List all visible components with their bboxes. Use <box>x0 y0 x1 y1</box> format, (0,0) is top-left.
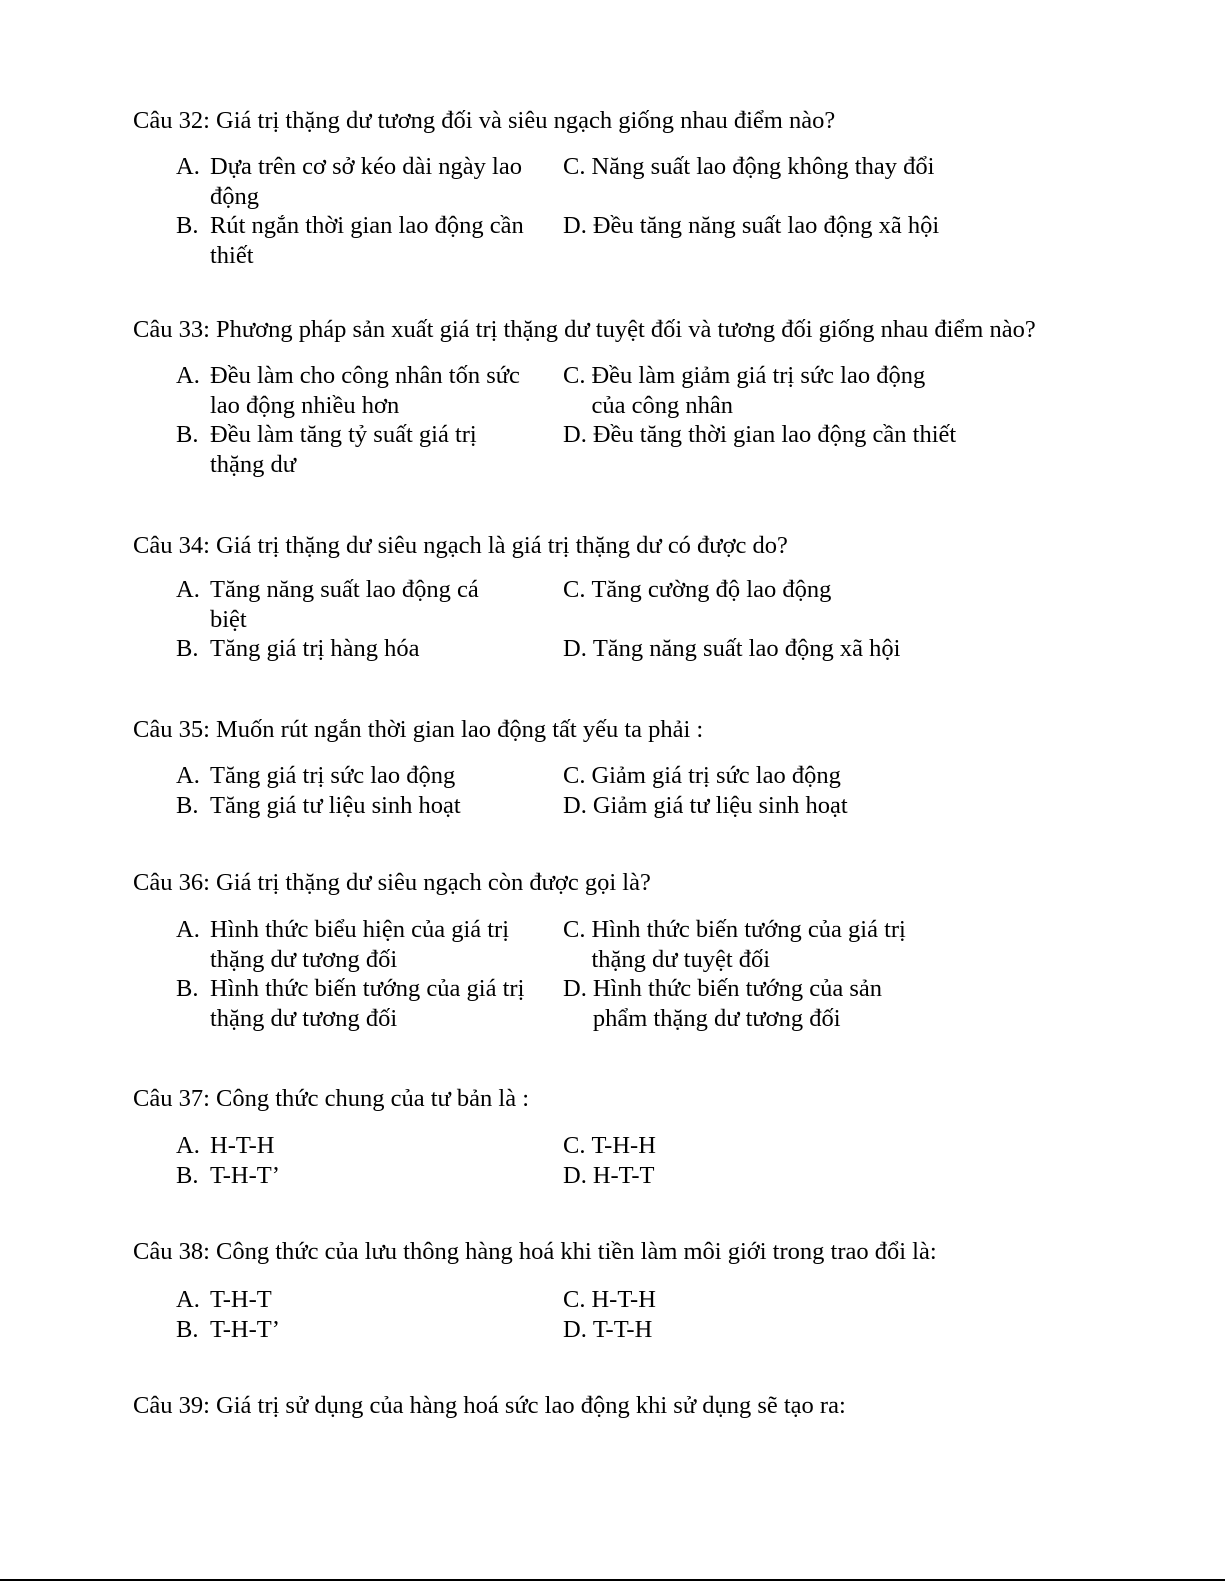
option-row <box>176 974 976 1033</box>
option-text: Tăng giá trị sức lao động <box>210 762 456 789</box>
question-33 <box>133 315 1133 479</box>
option-a <box>176 1285 563 1315</box>
option-text: Đều tăng năng suất lao động xã hội <box>592 212 940 239</box>
option-a <box>176 761 563 791</box>
question-text: Câu 32: Giá trị thặng dư tương đối và siêu ngạch giống nhau điểm nào? <box>133 107 836 134</box>
question-text: Câu 38: Công thức của lưu thông hàng hoá khi tiền làm môi giới trong trao đổi là: <box>133 1238 937 1265</box>
option-letter: C. <box>563 1286 586 1313</box>
option-text: Hình thức biểu hiện của giá trị thặng dư tương đối <box>210 916 510 973</box>
option-letter: B. <box>176 791 199 819</box>
option-text: Giảm giá trị sức lao động <box>591 762 841 789</box>
option-text: T-H-T’ <box>210 1315 280 1343</box>
answer-options <box>176 915 976 1033</box>
option-c <box>563 1285 963 1315</box>
question-34 <box>133 531 1133 664</box>
option-text: H-T-H <box>210 1132 275 1159</box>
question-38 <box>133 1237 1133 1344</box>
question-text: Câu 39: Giá trị sử dụng của hàng hoá sức lao động khi sử dụng sẽ tạo ra: <box>133 1392 846 1419</box>
option-c <box>563 361 963 420</box>
option-row <box>176 211 976 270</box>
option-d <box>563 791 963 821</box>
option-row <box>176 915 976 974</box>
option-row <box>176 1285 976 1315</box>
question-32 <box>133 106 1133 270</box>
option-text: H-T-H <box>591 1286 656 1313</box>
option-letter: C. <box>563 916 586 943</box>
option-row <box>176 791 976 821</box>
option-letter: A. <box>176 762 200 789</box>
option-text: Rút ngắn thời gian lao động cần thiết <box>210 212 524 269</box>
option-text: Đều tăng thời gian lao động cần thiết <box>592 421 957 448</box>
option-text: T-H-T <box>210 1286 272 1313</box>
option-c <box>563 1131 963 1161</box>
option-b <box>176 791 563 821</box>
option-text: T-H-H <box>591 1132 656 1159</box>
option-text: Tăng giá trị hàng hóa <box>210 635 420 662</box>
option-b <box>176 420 563 479</box>
option-letter: B. <box>176 421 199 448</box>
option-b <box>176 974 563 1033</box>
question-text: Câu 37: Công thức chung của tư bản là : <box>133 1085 530 1112</box>
option-c <box>563 575 963 634</box>
option-letter: D. <box>563 1315 587 1343</box>
option-c <box>563 915 963 974</box>
option-letter: C. <box>563 362 586 389</box>
answer-options <box>176 761 976 820</box>
option-d <box>563 974 963 1033</box>
option-letter: A. <box>176 576 200 603</box>
option-b <box>176 1161 563 1191</box>
option-letter: D. <box>563 421 587 448</box>
option-letter: C. <box>563 153 586 180</box>
option-letter: A. <box>176 153 200 180</box>
answer-options <box>176 575 976 664</box>
question-text: Câu 36: Giá trị thặng dư siêu ngạch còn được gọi là? <box>133 869 651 896</box>
option-text: Đều làm cho công nhân tốn sức lao động nhiều hơn <box>210 362 520 419</box>
answer-options <box>176 361 976 479</box>
option-a <box>176 1131 563 1161</box>
option-letter: A. <box>176 362 200 389</box>
option-row <box>176 1161 976 1191</box>
option-text: Hình thức biến tướng của giá trị thặng dư tuyệt đối <box>591 916 906 973</box>
option-letter: D. <box>563 975 587 1002</box>
page-bottom-rule <box>0 1579 1225 1581</box>
option-text: Giảm giá tư liệu sinh hoạt <box>592 791 848 819</box>
option-row <box>176 761 976 791</box>
answer-options <box>176 1131 976 1190</box>
option-a <box>176 915 563 974</box>
option-b <box>176 1315 563 1345</box>
option-letter: A. <box>176 916 200 943</box>
option-d <box>563 1315 963 1345</box>
option-c <box>563 761 963 791</box>
answer-options <box>176 1285 976 1344</box>
option-row <box>176 1315 976 1345</box>
option-letter: A. <box>176 1132 200 1159</box>
option-text: Tăng cường độ lao động <box>591 576 832 603</box>
option-text: T-H-T’ <box>210 1161 280 1189</box>
option-a <box>176 361 563 420</box>
question-35 <box>133 715 1133 820</box>
option-letter: B. <box>176 635 199 662</box>
option-text: H-T-T <box>592 1161 655 1189</box>
option-letter: A. <box>176 1286 200 1313</box>
question-text: Câu 33: Phương pháp sản xuất giá trị thặng dư tuyệt đối và tương đối giống nhau điểm nào? <box>133 316 1036 343</box>
option-text: Đều làm giảm giá trị sức lao động của công nhân <box>591 362 926 419</box>
option-letter: D. <box>563 212 587 239</box>
question-text: Câu 34: Giá trị thặng dư siêu ngạch là giá trị thặng dư có được do? <box>133 532 788 559</box>
question-39 <box>133 1391 1133 1421</box>
option-row <box>176 634 976 664</box>
option-d <box>563 634 963 664</box>
option-a <box>176 575 563 634</box>
option-row <box>176 575 976 634</box>
option-b <box>176 211 563 270</box>
option-text: Năng suất lao động không thay đổi <box>591 153 935 180</box>
option-text: T-T-H <box>592 1315 653 1343</box>
option-c <box>563 152 963 211</box>
option-text: Hình thức biến tướng của sản phẩm thặng dư tương đối <box>592 975 883 1032</box>
option-text: Tăng năng suất lao động xã hội <box>592 635 901 662</box>
option-letter: C. <box>563 576 586 603</box>
option-d <box>563 1161 963 1191</box>
question-text: Câu 35: Muốn rút ngắn thời gian lao động tất yếu ta phải : <box>133 716 704 743</box>
option-text: Hình thức biến tướng của giá trị thặng dư tương đối <box>210 975 525 1032</box>
option-letter: D. <box>563 1161 587 1189</box>
option-row <box>176 420 976 479</box>
option-text: Tăng năng suất lao động cá biệt <box>210 576 479 633</box>
option-letter: B. <box>176 975 199 1002</box>
option-letter: D. <box>563 791 587 819</box>
option-a <box>176 152 563 211</box>
option-row <box>176 1131 976 1161</box>
option-letter: B. <box>176 212 199 239</box>
option-row <box>176 361 976 420</box>
option-text: Dựa trên cơ sở kéo dài ngày lao động <box>210 153 522 210</box>
question-36 <box>133 868 1133 1033</box>
question-37 <box>133 1084 1133 1190</box>
option-text: Tăng giá tư liệu sinh hoạt <box>210 791 461 819</box>
option-letter: C. <box>563 1132 586 1159</box>
option-row <box>176 152 976 211</box>
option-letter: D. <box>563 635 587 662</box>
option-letter: B. <box>176 1315 199 1343</box>
option-d <box>563 420 963 479</box>
option-letter: C. <box>563 762 586 789</box>
option-b <box>176 634 563 664</box>
option-text: Đều làm tăng tỷ suất giá trị thặng dư <box>210 421 477 478</box>
answer-options <box>176 152 976 270</box>
option-d <box>563 211 963 270</box>
option-letter: B. <box>176 1161 199 1189</box>
